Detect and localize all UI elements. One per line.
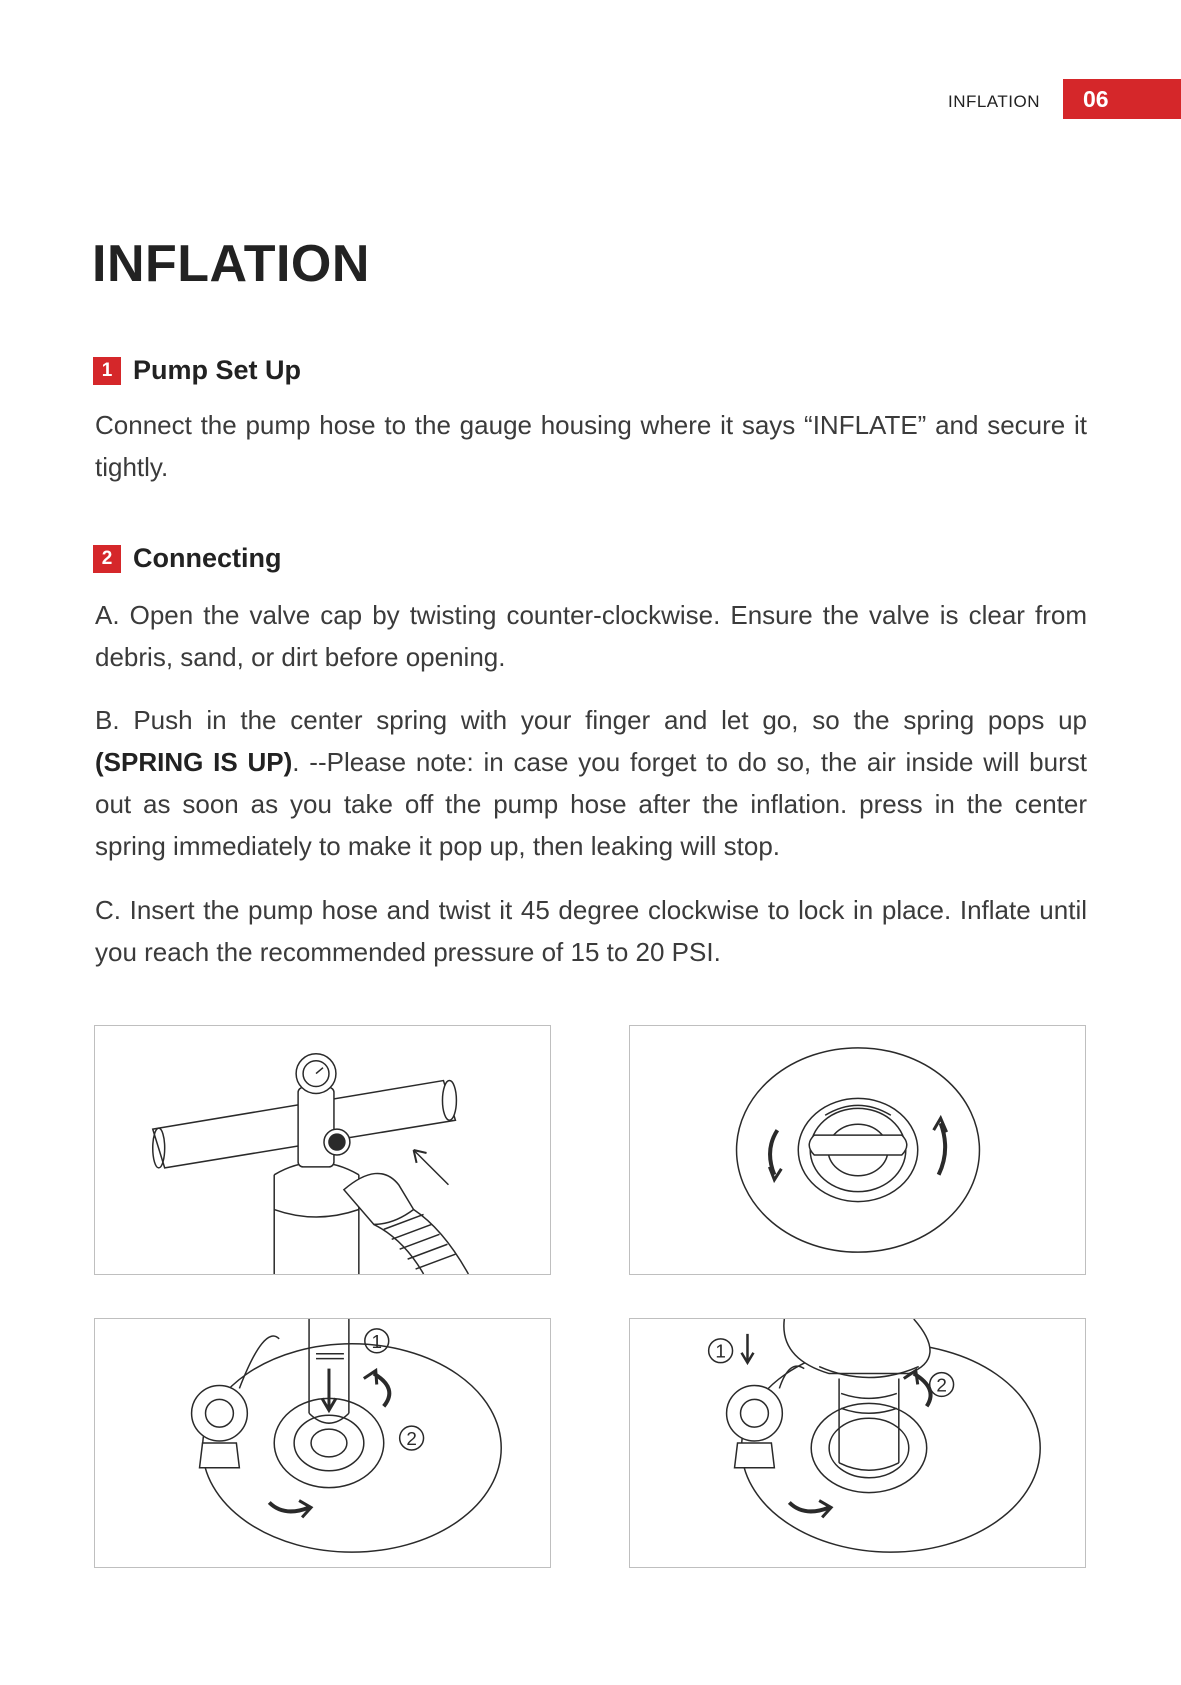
step-a-paragraph: A. Open the valve cap by twisting counter-clockwise. Ensure the valve is clear from debris, sand, or dirt before opening.	[95, 600, 1087, 672]
section-title: Connecting	[133, 543, 282, 573]
valve-cap-open-illustration	[629, 1025, 1086, 1275]
step-1-label: 1	[715, 1341, 726, 1363]
insert-hose-illustration	[94, 1318, 551, 1568]
step-b-note: . --Please note: in case you forget to do so, the air inside will burst out as soon as you take off the pump hose after the inflation. press in the center spring immediately to make it pop up, then leaking will stop.	[95, 747, 1087, 861]
section-heading-connecting	[93, 543, 282, 574]
step-b-text: B. Push in the center spring with your finger and let go, so the spring pops up	[95, 705, 1087, 735]
page-number-badge: 06	[1063, 79, 1181, 119]
spring-is-up-emphasis: (SPRING IS UP)	[95, 747, 293, 777]
step-2-label: 2	[936, 1375, 947, 1397]
section-number-badge: 1	[93, 357, 121, 385]
step-2-label: 2	[406, 1429, 417, 1450]
pump-hose-connection-illustration	[94, 1025, 551, 1275]
step-b-paragraph	[95, 699, 1087, 867]
section-title: Pump Set Up	[133, 355, 302, 385]
page-title: INFLATION	[92, 235, 370, 293]
step-1-label: 1	[371, 1331, 383, 1353]
pump-setup-paragraph: Connect the pump hose to the gauge housing where it says “INFLATE” and secure it tightly.	[95, 410, 1087, 482]
section-number-badge: 2	[93, 545, 121, 573]
header-section-label: INFLATION	[947, 92, 1040, 111]
lock-hose-illustration	[629, 1318, 1086, 1568]
step-c-paragraph: C. Insert the pump hose and twist it 45 degree clockwise to lock in place. Inflate until you reach the recommended pressure of 15 to 20 PSI.	[95, 895, 1087, 967]
section-heading-pump-setup	[93, 355, 301, 386]
